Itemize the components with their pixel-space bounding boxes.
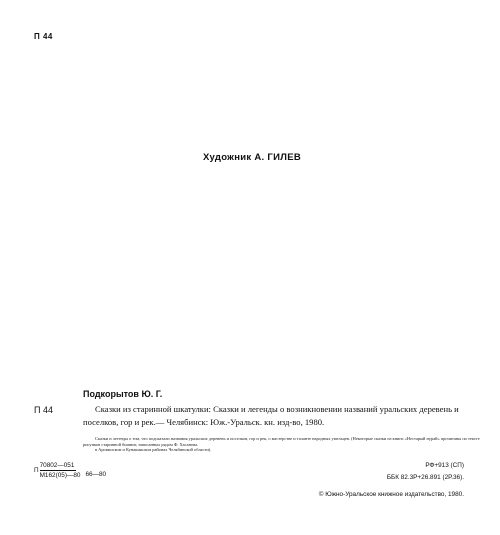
bibliographic-description: Сказки из старинной шкатулки: Сказки и легенды о возникновении названий уральских деревень и поселков, гор и рек.— Челябинск: Юж.-Уральск. кн. изд-во, 1980. [83, 404, 459, 427]
annotation [83, 436, 488, 453]
annotation-line-1: Сказки и легенды о том, что подсказали названия уральских деревень и поселков, гор и рек, о мастерстве и таланте народных умельцев. (Некоторые сказки из книги «Нестарый нурай» прочитаны по тексте рисунков старинной бишниг, записанных рядом Ф. Хасанова. [83, 436, 480, 447]
udc-index: РФ+913 (СП) [425, 462, 464, 469]
catalog-author: Подкорытов Ю. Г. [83, 389, 163, 399]
catalog-formula [34, 462, 106, 479]
catalog-shelf-mark: П 44 [34, 405, 53, 415]
copyright-notice: © Южно-Уральское книжное издательство, 1980. [318, 491, 464, 498]
formula-prefix: П [34, 467, 39, 474]
formula-fraction [40, 462, 83, 479]
annotation-line-2: в Аргаяшском и Кунашакском районах Челябинской области). [95, 447, 212, 453]
bbk-index: ББК 82.3Р+26.891 (2Р.36). [386, 474, 464, 481]
artist-credit: Художник А. ГИЛЕВ [203, 152, 301, 163]
formula-denominator: М162(05)—80 [39, 472, 81, 479]
formula-numerator: 70802—051 [39, 462, 75, 469]
page-code: П 44 [34, 32, 53, 41]
formula-tail: 66—80 [85, 471, 107, 478]
